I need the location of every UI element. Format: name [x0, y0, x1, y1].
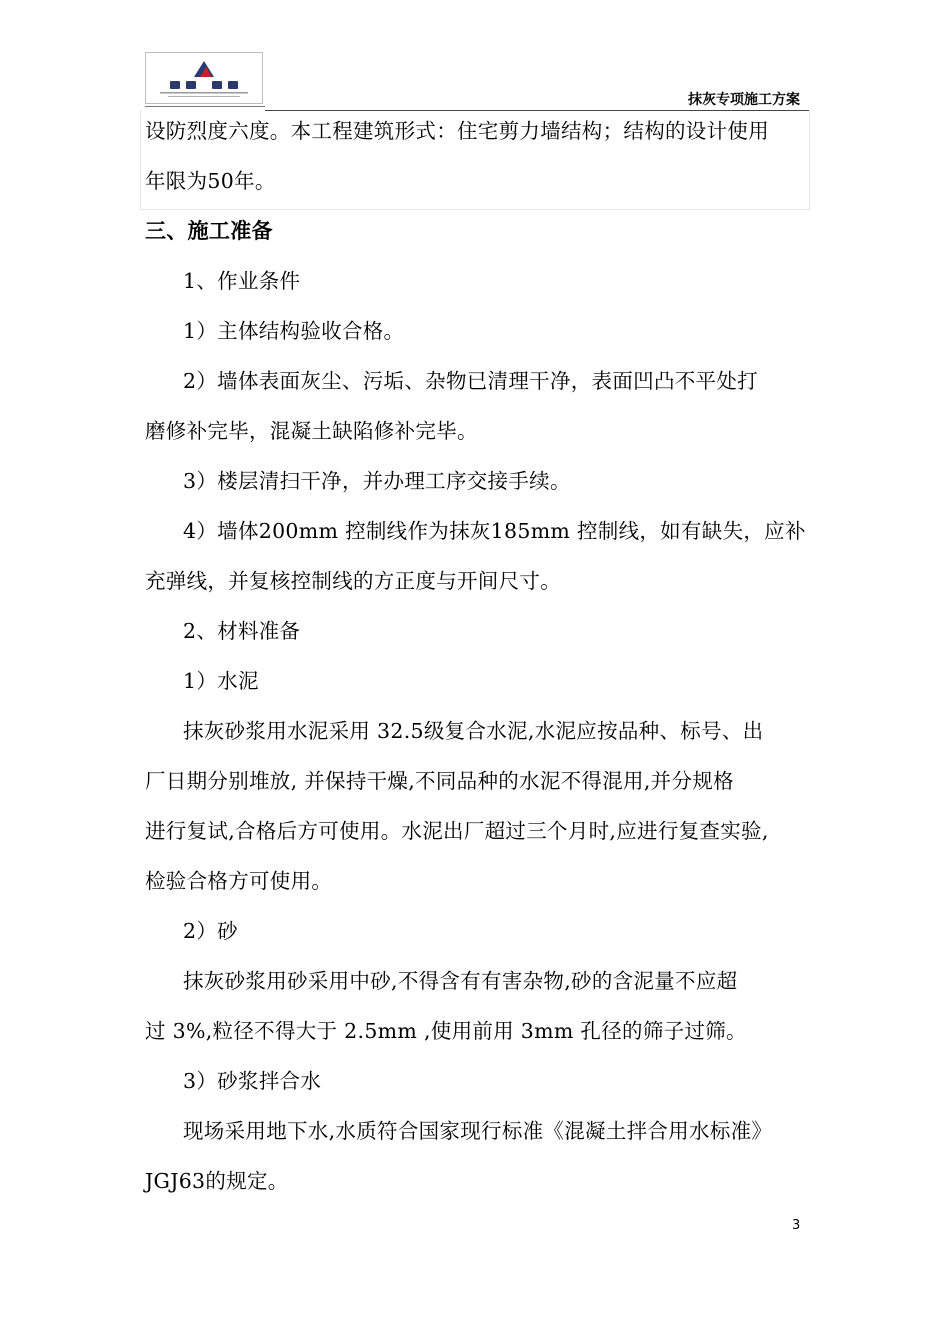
body-line: 进行复试,合格后方可使用。水泥出厂超过三个月时,应进行复查实验,	[145, 819, 769, 843]
item-heading: 2）砂	[183, 919, 238, 943]
item-heading: 1）水泥	[183, 669, 259, 693]
body-line: 年限为50年。	[145, 169, 276, 193]
body-line: JGJ63的规定。	[145, 1169, 289, 1193]
body-line: 3）楼层清扫干净，并办理工序交接手续。	[183, 469, 571, 493]
body-line: 2）墙体表面灰尘、污垢、杂物已清理干净，表面凹凸不平处打	[183, 369, 758, 393]
body-line: 过 3%,粒径不得大于 2.5mm ,使用前用 3mm 孔径的筛子过筛。	[145, 1019, 747, 1043]
company-logo	[145, 52, 263, 104]
item-heading: 3）砂浆拌合水	[183, 1069, 322, 1093]
body-line: 抹灰砂浆用水泥采用 32.5级复合水泥,水泥应按品种、标号、出	[183, 719, 764, 743]
body-line: 磨修补完毕，混凝土缺陷修补完毕。	[145, 419, 478, 443]
body-line: 检验合格方可使用。	[145, 869, 333, 893]
subsection-heading: 1、作业条件	[183, 269, 301, 293]
body-line: 充弹线，并复核控制线的方正度与开间尺寸。	[145, 569, 561, 593]
body-line: 现场采用地下水,水质符合国家现行标准《混凝土拌合用水标准》	[183, 1119, 773, 1143]
section-heading: 三、施工准备	[145, 219, 273, 243]
body-line: 1）主体结构验收合格。	[183, 319, 405, 343]
company-logo-icon	[146, 53, 262, 103]
body-line: 厂日期分别堆放, 并保持干燥,不同品种的水泥不得混用,并分规格	[145, 769, 734, 793]
subsection-heading: 2、材料准备	[183, 619, 301, 643]
body-line: 抹灰砂浆用砂采用中砂,不得含有有害杂物,砂的含泥量不应超	[183, 969, 738, 993]
body-line: 4）墙体200mm 控制线作为抹灰185mm 控制线，如有缺失，应补	[183, 519, 806, 543]
header-title: 抹灰专项施工方案	[688, 92, 800, 108]
page-number: 3	[792, 1218, 801, 1233]
header-rule-left	[145, 106, 265, 107]
body-line: 设防烈度六度。本工程建筑形式：住宅剪力墙结构；结构的设计使用	[145, 119, 769, 143]
